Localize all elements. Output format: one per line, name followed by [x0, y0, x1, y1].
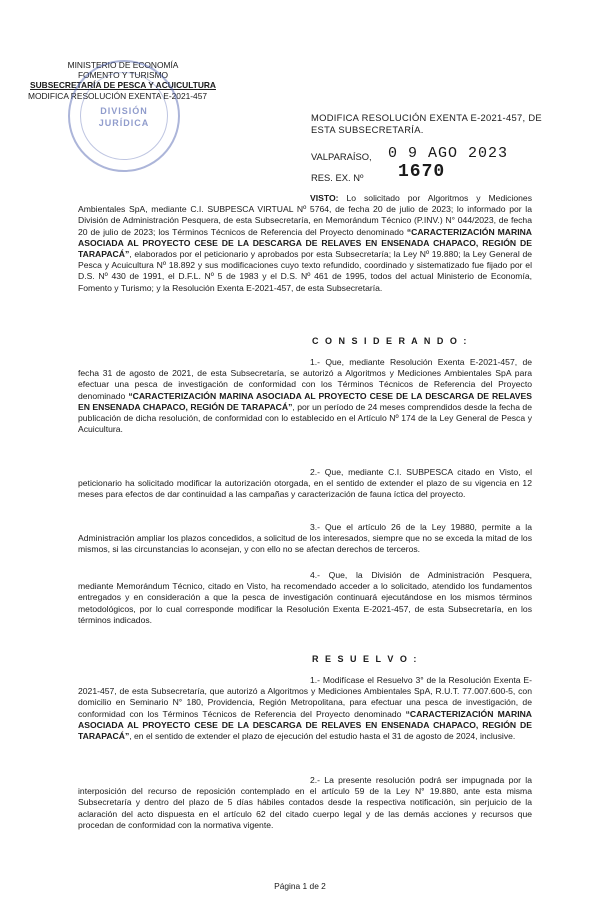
resuelvo-heading: R E S U E L V O :: [312, 654, 419, 664]
header-subject: MODIFICA RESOLUCIÓN EXENTA E-2021-457: [28, 91, 208, 101]
document-title: [311, 112, 542, 136]
res-number-label: RES. EX. Nº: [311, 172, 364, 183]
considerando-1-text-a: 1.- Que, mediante Resolución Exenta E-2021-457, de fecha 31 de agosto de 2021, de esta Subsecretaría, se autorizó a Algoritmos y Mediciones Ambientales SpA para efectuar una pesca de investigación de conformidad con los Términos Técnicos de Referencia del Proyecto denominado: [78, 357, 532, 401]
resuelvo-1-project-name: “CARACTERIZACIÓN MARINA ASOCIADA AL PROYECTO CESE DE LA DESCARGA DE RELAVES EN ENSENADA CHAPACO, REGIÓN DE TARAPACÁ”: [78, 708, 533, 742]
stamp-inner-ring: [80, 72, 168, 160]
resuelvo-2: 2.- La presente resolución podrá ser impugnada por la interposición del recurso de reposición contemplado en el artículo 59 de la Ley N° 19.880, ante esta misma Subsecretaría y dentro del plazo de 5 días hábiles contados desde la respectiva notificación, sin perjuicio de la aclaración del acto dispuesta en el artículo 62 del citado cuerpo legal y de las demás acciones y recursos que procedan de conformidad con la normativa vigente.: [78, 775, 532, 830]
ministry-subtitle: FOMENTO Y TURISMO: [77, 70, 169, 80]
stamp-line-2: JURÍDICA: [98, 118, 150, 128]
stamp-line-1: DIVISIÓN: [100, 106, 148, 116]
considerando-3: 3.- Que el artículo 26 de la Ley 19880, permite a la Administración ampliar los plazos concedidos, a solicitud de los interesados, siempre que no se exceda la mitad de los mismos, si las circunstancias lo aconsejan, y con ello no se afectan derechos de terceros.: [78, 522, 532, 555]
place-label: VALPARAÍSO,: [311, 151, 372, 162]
considerando-2: 2.- Que, mediante C.I. SUBPESCA citado en Visto, el peticionario ha solicitado modificar la autorización otorgada, en el sentido de extender el plazo de su vigencia en 12 meses para efectos de dar continuidad a las campañas y caracterización de fauna íctica del proyecto.: [78, 467, 532, 500]
res-number: 1670: [398, 162, 446, 182]
ministry-name: MINISTERIO DE ECONOMÍA: [67, 60, 179, 70]
resuelvo-1-text-b: , en el sentido de extender el plazo de ejecución del estudio hasta el 31 de agosto de 2024, inclusive.: [129, 731, 516, 742]
considerando-1-project-name: “CARACTERIZACIÓN MARINA ASOCIADA AL PROYECTO CESE DE LA DESCARGA DE RELAVES EN ENSENADA CHAPACO, REGIÓN DE TARAPACÁ”: [78, 390, 532, 412]
title-line-2: ESTA SUBSECRETARÍA.: [311, 124, 424, 135]
resuelvo-1-text-a: 1.- Modifícase el Resuelvo 3° de la Resolución Exenta E-2021-457, de esta Subsecretaría, que autorizó a Algoritmos y Mediciones Ambientales SpA, R.U.T. 77.007.600-5, con domicilio en Seminario N° 180, Providencia, Región Metropolitana, para efectuar una pesca de investigación, de conformidad con los Términos Técnicos de Referencia del Proyecto denominado: [78, 675, 532, 719]
division-juridica-stamp: [68, 60, 180, 172]
considerando-4: 4.- Que, la División de Administración Pesquera, mediante Memorándum Técnico, citado en Visto, ha recomendado acceder a lo solicitado, atendido los fundamentos entregados y en consideración a que la pesca de investigación continuará ejecutándose en los mismos términos metodológicos, por lo cual corresponde modificar la Resolución Exenta E-2021-457, de esta Subsecretaría, en los términos indicados.: [78, 570, 532, 625]
visto-label: VISTO:: [310, 193, 339, 203]
page-number: Página 1 de 2: [274, 881, 326, 891]
resuelvo-1: [78, 675, 532, 742]
visto-paragraph: [78, 193, 532, 294]
visto-project-name: “CARACTERIZACIÓN MARINA ASOCIADA AL PROYECTO CESE DE LA DESCARGA DE RELAVES EN ENSENADA CHAPACO, REGIÓN DE TARAPACÁ”: [78, 226, 532, 260]
visto-text-2: , elaborados por el peticionario y aprobados por esta Subsecretaría; la Ley Nº 19.880; la Ley General de Pesca y Acuicultura Nº 18.892 y sus modificaciones cuyo texto refundido, coordinado y sistematizado fue fijado por el D.S. Nº 430 de 1991, el D.F.L. Nº 5 de 1983 y el D.S. Nº 461 de 1995, todos del actual Ministerio de Economía, Fomento y Turismo; y la Resolución Exenta E-2021-457, de esta Subsecretaría.: [78, 249, 532, 293]
considerando-1-text-b: , por un período de 24 meses comprendidos desde la fecha de publicación de dicha resolución, de conformidad con lo establecido en el Artículo Nº 174 de la Ley General de Pesca y Acuicultura.: [78, 401, 532, 435]
document-date: 0 9 AGO 2023: [388, 145, 509, 162]
title-line-1: MODIFICA RESOLUCIÓN EXENTA E-2021-457, DE: [311, 112, 542, 123]
considerando-heading: C O N S I D E R A N D O :: [312, 336, 469, 346]
subsecretaria-name: SUBSECRETARÍA DE PESCA Y ACUICULTURA: [30, 80, 216, 90]
considerando-1: [78, 357, 532, 435]
visto-text-1: Lo solicitado por Algoritmos y Mediciones Ambientales SpA, mediante C.I. SUBPESCA VIRTUAL Nº 5764, de fecha 20 de julio de 2023; lo informado por la División de Administración Pesquera, de esta Subsecretaría, en Memorándum Técnico (P.INV.) N° 044/2023, de fecha 20 de julio de 2023; los Términos Técnicos de Referencia del Proyecto denominado: [78, 193, 532, 237]
